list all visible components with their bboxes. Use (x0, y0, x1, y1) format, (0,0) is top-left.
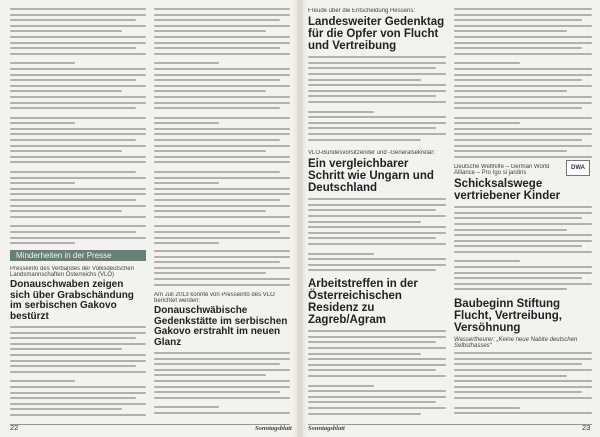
body-text-line (308, 336, 446, 338)
body-text-line (10, 343, 146, 345)
body-text-line (10, 386, 146, 388)
body-text-line (10, 225, 146, 227)
body-text-line (454, 375, 567, 377)
body-text-line (454, 386, 592, 388)
body-text-line (10, 348, 122, 350)
body-text-line (454, 36, 592, 38)
body-text-line (454, 25, 592, 27)
article-gedenkstaette (154, 292, 290, 420)
body-text-line (10, 156, 146, 158)
body-text-line (308, 84, 446, 86)
body-text-line (10, 122, 75, 124)
body-text-line (308, 56, 446, 58)
body-text-line (10, 177, 146, 179)
section-bar (10, 250, 146, 261)
body-text-line (454, 145, 592, 147)
article-body (308, 56, 446, 140)
body-text-line (454, 96, 592, 98)
body-text-line (154, 199, 280, 201)
body-text-line (454, 260, 520, 262)
body-text-line (154, 36, 290, 38)
body-text-line (10, 242, 75, 244)
body-text-line (154, 193, 290, 195)
body-text-line (154, 62, 219, 64)
body-text-line (10, 392, 146, 394)
body-text-line (154, 139, 280, 141)
body-text-line (454, 150, 567, 152)
body-text-line (154, 369, 290, 371)
body-text-line (154, 177, 290, 179)
body-text-line (454, 277, 582, 279)
body-text-line (454, 68, 592, 70)
body-text-line (308, 122, 446, 124)
article-headline: Donauschwäbische Gedenkstätte im serbischen Gakovo erstrahlt im neuen Glanz (154, 305, 288, 348)
section-bar-label: Minderheiten in der Presse (16, 251, 112, 260)
body-text-line (454, 380, 592, 382)
body-text-line (308, 209, 436, 211)
body-text-line (308, 127, 436, 129)
body-text-line (454, 156, 592, 158)
body-text-line (154, 145, 290, 147)
body-text-line (154, 272, 266, 274)
body-text-line (308, 198, 446, 200)
body-text-line (308, 95, 436, 97)
body-text-line (454, 223, 592, 225)
body-text-line (154, 161, 290, 163)
body-text-line (10, 25, 146, 27)
article-gedenktag (308, 8, 446, 148)
body-text-line (10, 47, 136, 49)
body-text-line (154, 188, 290, 190)
body-text-line (154, 85, 290, 87)
body-text-line (10, 193, 146, 195)
body-text-line (154, 79, 280, 81)
body-text-line (454, 128, 592, 130)
body-text-line (454, 352, 592, 354)
body-text-line (308, 407, 446, 409)
body-text-line (10, 14, 146, 16)
body-text-line (154, 278, 290, 280)
article-headline: Landesweiter Gedenktag für die Opfer von Flucht und Vertreibung (308, 16, 445, 53)
body-text-line (454, 240, 592, 242)
body-text-line (10, 354, 146, 356)
body-text-line (154, 8, 290, 10)
body-text-line (154, 284, 290, 286)
body-text-line (454, 283, 592, 285)
body-text-line (10, 326, 146, 328)
body-text-line (308, 133, 446, 135)
body-text-line (454, 90, 567, 92)
body-text-line (10, 332, 146, 334)
body-text-line (154, 391, 280, 393)
body-text-line (154, 242, 219, 244)
body-text-line (10, 62, 75, 64)
body-text-line (10, 231, 136, 233)
body-text-line (454, 133, 592, 135)
body-text-line (154, 133, 290, 135)
body-text-line (154, 122, 219, 124)
left-col-2-top-text (154, 8, 290, 248)
body-text-line (454, 30, 567, 32)
page-number: 23 (582, 423, 591, 432)
body-text-line (308, 413, 421, 415)
body-text-line (454, 19, 582, 21)
article-body (154, 352, 290, 414)
body-text-line (308, 358, 446, 360)
body-text-line (154, 90, 266, 92)
article-kicker: Freude über die Entscheidung Hessens: (308, 8, 416, 14)
body-text-line (10, 205, 146, 207)
body-text-line (454, 8, 592, 10)
body-text-line (454, 245, 582, 247)
body-text-line (308, 111, 374, 113)
body-text-line (154, 267, 290, 269)
body-text-line (454, 391, 582, 393)
article-body (308, 330, 446, 414)
article-subhead: Wassertheurer: „Keine neue Nabite deutschen Selbsthasses“ (454, 337, 578, 350)
body-text-line (308, 375, 446, 377)
body-text-line (10, 380, 75, 382)
body-text-line (10, 85, 146, 87)
body-text-line (454, 74, 592, 76)
body-text-line (10, 8, 146, 10)
article-kicker: VLÖ-Bundesvorsitzender und -Generalsekretär: (308, 150, 436, 156)
body-text-line (154, 74, 290, 76)
body-text-line (454, 397, 592, 399)
body-text-line (10, 182, 75, 184)
body-text-line (454, 122, 520, 124)
body-text-line (154, 102, 290, 104)
body-text-line (308, 390, 446, 392)
body-text-line (308, 226, 446, 228)
body-text-line (454, 117, 592, 119)
body-text-line (308, 204, 446, 206)
body-text-line (454, 212, 592, 214)
body-text-line (10, 128, 146, 130)
page-number: 22 (10, 423, 19, 432)
body-text-line (308, 385, 374, 387)
body-text-line (308, 264, 446, 266)
body-text-line (10, 188, 146, 190)
body-text-line (10, 36, 146, 38)
body-text-line (454, 229, 567, 231)
body-text-line (308, 101, 446, 103)
article-body (454, 206, 592, 290)
body-text-line (154, 53, 290, 55)
body-text-line (454, 102, 592, 104)
body-text-line (308, 364, 446, 366)
body-text-line (10, 403, 146, 405)
body-text-line (308, 258, 446, 260)
body-text-line (10, 74, 146, 76)
body-text-line (308, 347, 446, 349)
body-text-line (308, 116, 446, 118)
body-text-line (154, 182, 219, 184)
body-text-line (10, 139, 136, 141)
body-text-line (154, 380, 290, 382)
body-text-line (454, 363, 582, 365)
body-text-line (454, 107, 582, 109)
body-text-line (10, 237, 146, 239)
publication-name: Sonntagsblatt (255, 425, 292, 432)
body-text-line (454, 206, 592, 208)
body-text-line (154, 231, 280, 233)
body-text-line (154, 352, 290, 354)
body-text-line (10, 360, 146, 362)
body-text-line (10, 133, 146, 135)
body-text-line (10, 171, 136, 173)
body-text-line (308, 243, 446, 245)
body-text-line (454, 266, 592, 268)
body-text-line (154, 358, 290, 360)
body-text-line (154, 397, 290, 399)
article-headline: Schicksalswege vertriebener Kinder (454, 178, 561, 203)
article-kicker: Deutsche Welthilfe – German World Alliance – Pro Igo si jardins (454, 164, 550, 176)
body-text-line (10, 117, 146, 119)
body-text-line (154, 171, 280, 173)
body-text-line (10, 199, 136, 201)
body-text-line (154, 150, 266, 152)
body-text-line (308, 369, 436, 371)
body-text-line (308, 396, 446, 398)
body-text-line (454, 79, 582, 81)
body-text-line (308, 330, 446, 332)
body-text-line (454, 85, 592, 87)
right-page (300, 0, 600, 437)
body-text-line (154, 216, 290, 218)
body-text-line (308, 221, 421, 223)
article-body (308, 198, 446, 271)
body-text-line (10, 408, 122, 410)
article-kicker: Am Juli 2013 konnte von Presseinfo des VLÖ berichtet werden: (154, 292, 275, 304)
body-text-line (154, 386, 290, 388)
body-text-line (10, 365, 136, 367)
body-text-line (308, 237, 436, 239)
body-text-line (308, 67, 436, 69)
body-text-line (154, 406, 219, 408)
body-text-line (308, 79, 421, 81)
article-kicker: Presseinfo des Verbandes der Volksdeutschen Landsmannschaften Österreichs (VLÖ) (10, 266, 135, 278)
body-text-line (154, 250, 290, 252)
article-vergleichbarer-schritt (308, 150, 446, 274)
body-text-line (454, 251, 592, 253)
body-text-line (454, 369, 592, 371)
body-text-line (154, 42, 290, 44)
left-col-1-top-text (10, 8, 146, 248)
body-text-line (454, 234, 592, 236)
article-schicksalswege (454, 164, 592, 294)
body-text-line (154, 374, 266, 376)
body-text-line (308, 341, 436, 343)
body-text-line (154, 47, 280, 49)
body-text-line (308, 62, 446, 64)
body-text-line (454, 412, 592, 414)
article-baubeginn (454, 298, 592, 420)
left-col-2-bottom-text (154, 250, 290, 290)
body-text-line (454, 407, 520, 409)
body-text-line (454, 62, 520, 64)
body-text-line (154, 128, 290, 130)
body-text-line (308, 253, 374, 255)
body-text-line (10, 397, 136, 399)
article-headline: Donauschwaben zeigen sich über Grabschändung im serbischen Gakovo bestürzt (10, 279, 134, 322)
body-text-line (454, 47, 582, 49)
body-text-line (154, 256, 290, 258)
body-text-line (308, 232, 446, 234)
body-text-line (308, 90, 446, 92)
body-text-line (154, 237, 290, 239)
body-text-line (454, 288, 567, 290)
footer-rule (308, 424, 592, 425)
body-text-line (154, 156, 290, 158)
body-text-line (308, 215, 446, 217)
body-text-line (454, 53, 592, 55)
body-text-line (454, 42, 592, 44)
body-text-line (308, 353, 421, 355)
body-text-line (308, 73, 446, 75)
body-text-line (154, 96, 290, 98)
article-headline: Arbeitstreffen in der Österreichischen Residenz zu Zagreb/Agram (308, 278, 418, 327)
body-text-line (154, 30, 266, 32)
body-text-line (454, 14, 592, 16)
body-text-line (308, 269, 436, 271)
body-text-line (10, 210, 122, 212)
dwa-logo: DWA (566, 160, 590, 176)
body-text-line (454, 358, 592, 360)
body-text-line (454, 272, 592, 274)
body-text-line (10, 337, 136, 339)
body-text-line (10, 107, 136, 109)
article-body (454, 352, 592, 414)
body-text-line (10, 79, 136, 81)
body-text-line (154, 14, 290, 16)
article-body (10, 326, 146, 416)
body-text-line (154, 117, 290, 119)
article-headline: Baubeginn Stiftung Flucht, Vertreibung, Versöhnung (454, 298, 562, 335)
body-text-line (154, 107, 280, 109)
body-text-line (308, 139, 421, 141)
body-text-line (154, 68, 290, 70)
body-text-line (10, 53, 146, 55)
body-text-line (10, 19, 136, 21)
body-text-line (154, 205, 290, 207)
body-text-line (10, 161, 146, 163)
body-text-line (10, 42, 146, 44)
body-text-line (154, 19, 280, 21)
body-text-line (454, 217, 582, 219)
footer-rule (10, 424, 290, 425)
publication-name: Sonntagsblatt (308, 425, 345, 432)
body-text-line (154, 225, 290, 227)
body-text-line (10, 90, 122, 92)
body-text-line (154, 25, 290, 27)
article-arbeitstreffen (308, 278, 446, 420)
article-donauschwaben (10, 266, 146, 418)
body-text-line (10, 371, 146, 373)
body-text-line (10, 102, 146, 104)
body-text-line (154, 261, 280, 263)
body-text-line (10, 216, 146, 218)
body-text-line (154, 210, 266, 212)
body-text-line (154, 412, 290, 414)
body-text-line (454, 139, 582, 141)
body-text-line (10, 68, 146, 70)
body-text-line (10, 414, 146, 416)
body-text-line (10, 150, 122, 152)
body-text-line (154, 363, 280, 365)
body-text-line (10, 145, 146, 147)
body-text-line (10, 30, 122, 32)
body-text-line (10, 96, 146, 98)
body-text-line (308, 401, 436, 403)
article-headline: Ein vergleichbarer Schritt wie Ungarn und Deutschland (308, 158, 434, 195)
right-col-2-top-text (454, 8, 592, 160)
